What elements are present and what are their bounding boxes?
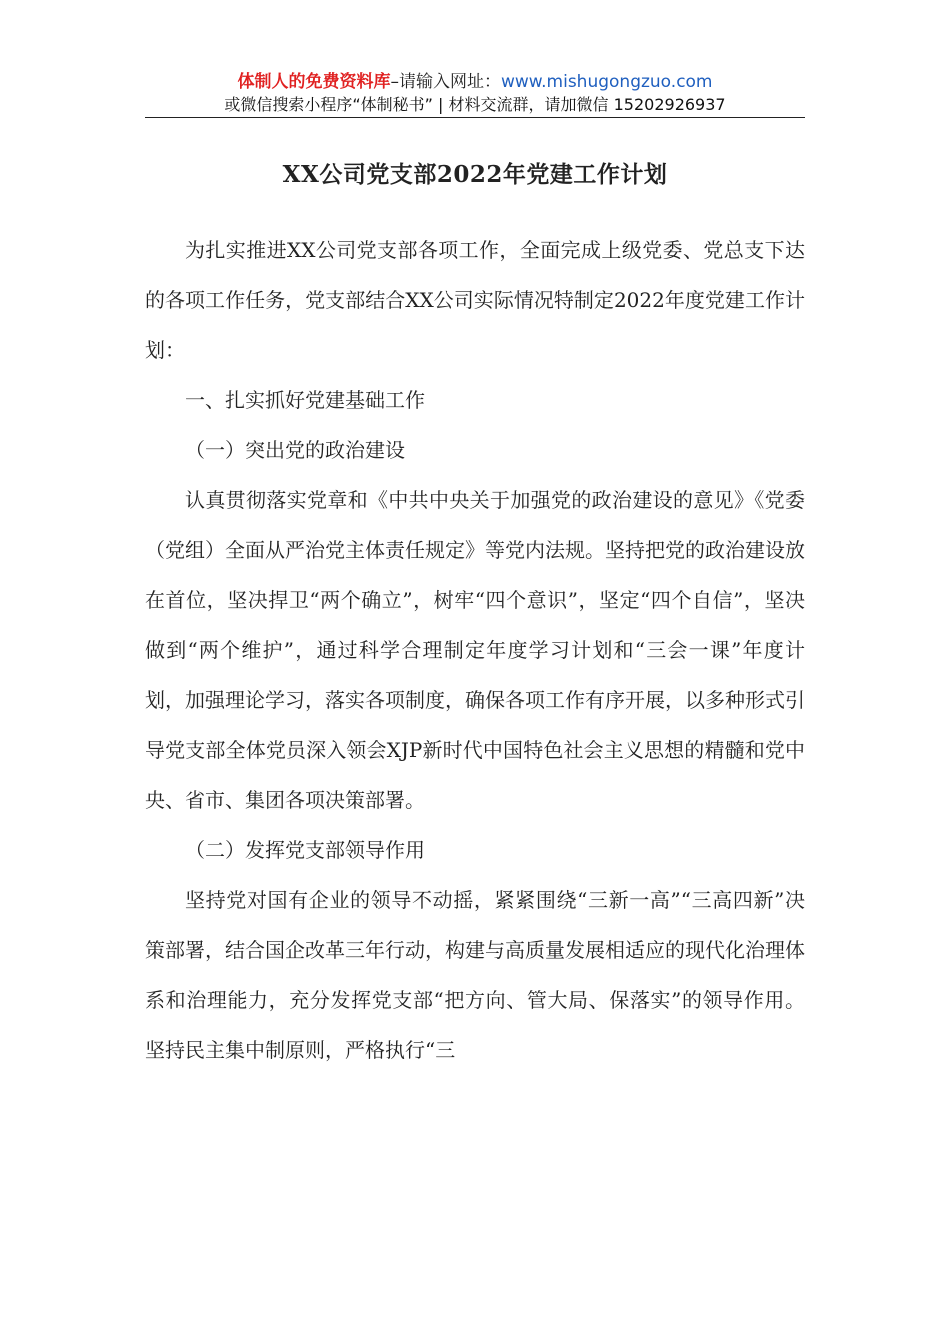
heading-subsection-2: （二）发挥党支部领导作用 bbox=[185, 838, 425, 862]
header-prompt: –请输入网址： bbox=[390, 72, 501, 92]
document-body bbox=[145, 225, 805, 1075]
paragraph-political-construction: 认真贯彻落实党章和《中共中央关于加强党的政治建设的意见》《党委（党组）全面从严治党主体责任规定》等党内法规。坚持把党的政治建设放在首位，坚决捍卫“两个确立”，树牢“四个意识”，坚定“四个自信”，坚决做到“两个维护”，通过科学合理制定年度学习计划和“三会一课”年度计划，加强理论学习，落实各项制度，确保各项工作有序开展，以多种形式引导党支部全体党员深入领会XJP新时代中国特色社会主义思想的精髓和党中央、省市、集团各项决策部署。 bbox=[145, 488, 805, 812]
header-line-2: 或微信搜索小程序“体制秘书” | 材料交流群，请加微信 15202926937 bbox=[224, 95, 726, 114]
header-divider bbox=[145, 117, 805, 118]
header-brand: 体制人的免费资料库 bbox=[237, 72, 391, 92]
paragraph-intro: 为扎实推进XX公司党支部各项工作，全面完成上级党委、党总支下达的各项工作任务，党支部结合XX公司实际情况特制定2022年度党建工作计划： bbox=[145, 238, 805, 362]
page-header bbox=[145, 70, 805, 116]
header-line-1 bbox=[145, 70, 805, 94]
document-title: XX公司党支部2022年党建工作计划 bbox=[282, 161, 668, 188]
paragraph-leadership-role: 坚持党对国有企业的领导不动摇，紧紧围绕“三新一高”“三高四新”决策部署，结合国企改革三年行动，构建与高质量发展相适应的现代化治理体系和治理能力，充分发挥党支部“把方向、管大局、保落实”的领导作用。坚持民主集中制原则，严格执行“三 bbox=[145, 888, 805, 1062]
heading-section-1: 一、扎实抓好党建基础工作 bbox=[185, 388, 425, 412]
heading-subsection-1: （一）突出党的政治建设 bbox=[185, 438, 405, 462]
header-url-link[interactable]: www.mishugongzuo.com bbox=[500, 72, 713, 92]
